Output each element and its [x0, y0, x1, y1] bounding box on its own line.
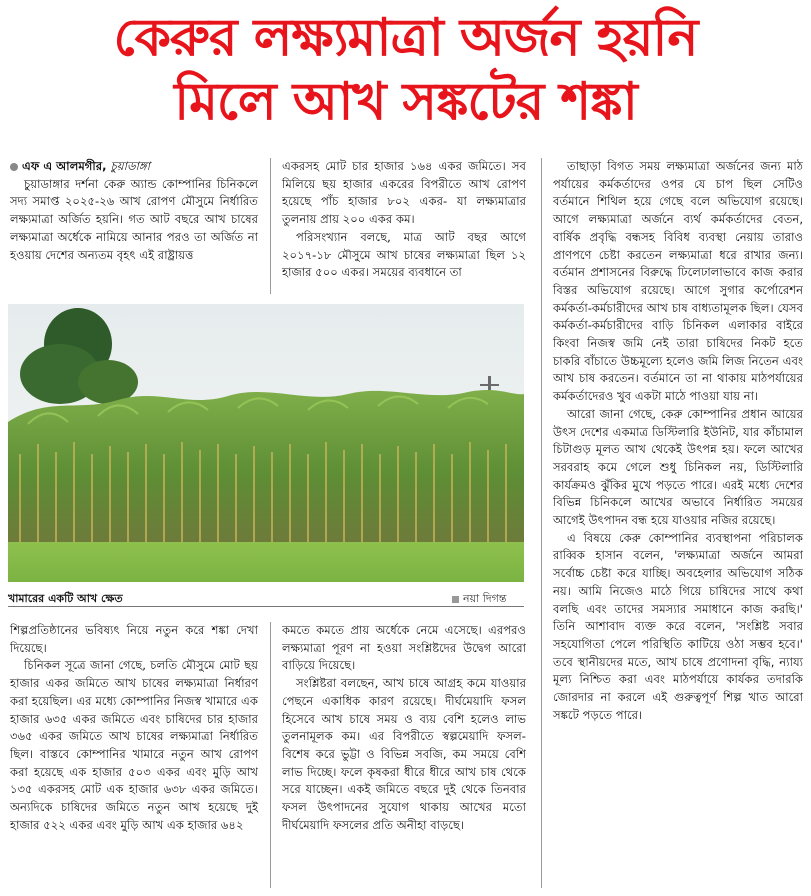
- paragraph: তাছাড়া বিগত সময় লক্ষ্যমাত্রা অর্জনের জন্য মাঠ পর্যায়ের কর্মকর্তাদের ওপর যে চাপ ছিল সেটিও বর্তমানে শিথিল হয়ে গেছে বলে অভিযোগ রয়েছে। আগে লক্ষ্যমাত্রা অর্জনে ব্যর্থ কর্মকর্তাদের বেতন, বার্ষিক প্রবৃদ্ধি বন্ধসহ বিবিধ ব্যবস্থা নেয়ায় তারাও প্রাণপণে চেষ্টা করতেন লক্ষ্যমাত্রা ধরে রাখার জন্য। বর্তমান প্রশাসনের বিরুদ্ধে ঢিলেঢালাভাবে কাজ করার বিস্তর অভিযোগ রয়েছে। আগে সুগার কর্পোরেশন কর্মকর্তা-কর্মচারীদের আখ চাষ বাধ্যতামূলক ছিল। যেসব কর্মকর্তা-কর্মচারীদের বাড়ি চিনিকল এলাকার বাইরে কিংবা নিজস্ব জমি নেই তারা চাষিদের নিকট হতে চাকরি বাঁচাতে উচ্চমূল্যে হলেও জমি লিজ নিতেন এবং আখ চাষ করতেন। বর্তমানে তা না থাকায় মাঠপর্যায়ের কর্মকর্তাদেরও খুব একটা মাঠে পাওয়া যায় না।: [553, 159, 803, 404]
- caption-divider: [8, 606, 524, 607]
- byline-author: এফ এ আলমগীর,: [22, 159, 107, 173]
- paragraph: কমতে কমতে প্রায় অর্ধেকে নেমে এসেছে। এরপরও লক্ষ্যমাত্রা পূরণ না হওয়া সংশ্লিষ্টদের উদ্বেগ আরো বাড়িয়ে দিয়েছে।: [282, 623, 526, 673]
- photo-caption: খামারের একটি আখ ক্ষেত: [8, 592, 123, 605]
- column-2-bottom: [282, 622, 526, 834]
- photo-credit-text: নয়া দিগন্ত: [463, 592, 507, 605]
- paragraph: চিনিকল সূত্রে জানা গেছে, চলতি মৌসুমে মোট ছয় হাজার একর জমিতে আখ চাষের লক্ষ্যমাত্রা নির্ধারণ করা হয়েছিল। এর মধ্যে কোম্পানির নিজস্ব খামারে এক হাজার ৬৩৫ একর জমিতে এবং চাষিদের চার হাজার ৩৬৫ একর জমিতে আখ চাষের লক্ষ্যমাত্রা নির্ধারিত ছিল। বাস্তবে কোম্পানির খামারে নতুন আখ রোপণ করা হয়েছে এক হাজার ৫০৩ একর এবং মুড়ি আখ ১৩৫ একরসহ মোট এক হাজার ৬৩৮ একর জমিতে। অন্যদিকে চাষিদের জমিতে নতুন আখ হয়েছে দুই হাজার ৫২২ একর এবং মুড়ি আখ এক হাজার ৬৪২: [10, 658, 258, 832]
- paragraph: চুয়াডাঙ্গার দর্শনা কেরু অ্যান্ড কোম্পানির চিনিকলে সদ্য সমাপ্ত ২০২৫-২৬ আখ রোপণ মৌসুমে নির্ধারিত লক্ষ্যমাত্রা অর্জিত হয়নি। গত আট বছরে আখ চাষের লক্ষ্যমাত্রা অর্ধেকে নামিয়ে আনার পরও তা অর্জিত না হওয়ায় দেশের অন্যতম বৃহৎ এই রাষ্ট্রায়ত্ত: [10, 176, 258, 262]
- headline: [0, 6, 811, 134]
- paragraph: আরো জানা গেছে, কেরু কোম্পানির প্রধান আয়ের উৎস দেশের একমাত্র ডিস্টিলারি ইউনিট, যার কাঁচামাল চিটাগুড় মূলত আখ থেকেই উৎপন্ন হয়। ফলে আখের সরবরাহ কমে গেলে শুধু চিনিকল নয়, ডিস্টিলারি কার্যক্রমও ঝুঁকির মুখে পড়তে পারে। এরই মধ্যে দেশের বিভিন্ন চিনিকলে আখের অভাবে নির্ধারিত সময়ের আগেই উৎপাদন বন্ধ হয়ে যাওয়ার নজির রয়েছে।: [553, 406, 803, 528]
- square-icon: [452, 596, 459, 603]
- column-divider: [270, 158, 271, 294]
- column-2-top: [282, 158, 526, 282]
- column-divider: [541, 158, 542, 888]
- column-1-bottom: [10, 622, 258, 834]
- byline-place: চুয়াডাঙ্গা: [110, 159, 150, 173]
- sugarcane-field-illustration: [8, 304, 524, 582]
- column-divider: [270, 622, 271, 888]
- paragraph: শিল্পপ্রতিষ্ঠানের ভবিষ্যৎ নিয়ে নতুন করে শঙ্কা দেখা দিয়েছে।: [10, 623, 258, 655]
- paragraph: এ বিষয়ে কেরু কোম্পানির ব্যবস্থাপনা পরিচালক রাব্বিক হাসান বলেন, 'লক্ষ্যমাত্রা অর্জনে আমরা সর্বোচ্চ চেষ্টা করে যাচ্ছি। অবহেলার অভিযোগ সঠিক নয়। আমি নিজেও মাঠে গিয়ে চাষিদের সাথে কথা বলছি এবং তাদের সমস্যার সমাধানে কাজ করছি।' তিনি আশাবাদ ব্যক্ত করে বলেন, 'সংশ্লিষ্ট সবার সহযোগিতা পেলে পরিস্থিতি কাটিয়ে ওঠা সম্ভব হবে।' তবে স্থানীয়দের মতে, আখ চাষে প্রণোদনা বৃদ্ধি, ন্যায্য মূল্য নিশ্চিত করা এবং মাঠপর্যায়ে কার্যকর তদারকি জোরদার না করলে এই গুরুত্বপূর্ণ শিল্প খাত আরো সঙ্কটে পড়তে পারে।: [553, 530, 803, 722]
- bullet-icon: [10, 163, 18, 171]
- headline-line-1: কেরুর লক্ষ্যমাত্রা অর্জন হয়নি: [113, 8, 698, 68]
- sugarcane-field-photo: [8, 304, 524, 582]
- column-1-top: [10, 158, 258, 264]
- paragraph: সংশ্লিষ্টরা বলছেন, আখ চাষে আগ্রহ কমে যাওয়ার পেছনে একাধিক কারণ রয়েছে। দীর্ঘমেয়াদি ফসল হিসেবে আখ চাষে সময় ও ব্যয় বেশি হলেও লাভ তুলনামূলক কম। এর বিপরীতে স্বল্পমেয়াদি ফসল- বিশেষ করে ভুট্টা ও বিভিন্ন সবজি, কম সময়ে বেশি লাভ দিচ্ছে। ফলে কৃষকরা ধীরে ধীরে আখ চাষ থেকে সরে যাচ্ছেন। একই জমিতে বছরে দুই থেকে তিনবার ফসল উৎপাদনের সুযোগ থাকায় আখের মতো দীর্ঘমেয়াদি ফসলের প্রতি অনীহা বাড়ছে।: [282, 676, 526, 832]
- paragraph: পরিসংখ্যান বলছে, মাত্র আট বছর আগে ২০১৭-১৮ মৌসুমে আখ চাষের লক্ষ্যমাত্রা ছিল ১২ হাজার ৫০০ একর। সময়ের ব্যবধানে তা: [282, 229, 526, 280]
- headline-line-2: মিলে আখ সঙ্কটের শঙ্কা: [174, 72, 637, 132]
- column-3: [553, 158, 803, 725]
- paragraph: একরসহ মোট চার হাজার ১৬৪ একর জমিতে। সব মিলিয়ে ছয় হাজার একরের বিপরীতে আখ রোপণ হয়েছে পাঁচ হাজার ৮০২ একর- যা লক্ষ্যমাত্রার তুলনায় প্রায় ২০০ একর কম।: [282, 159, 526, 227]
- byline: [10, 158, 258, 176]
